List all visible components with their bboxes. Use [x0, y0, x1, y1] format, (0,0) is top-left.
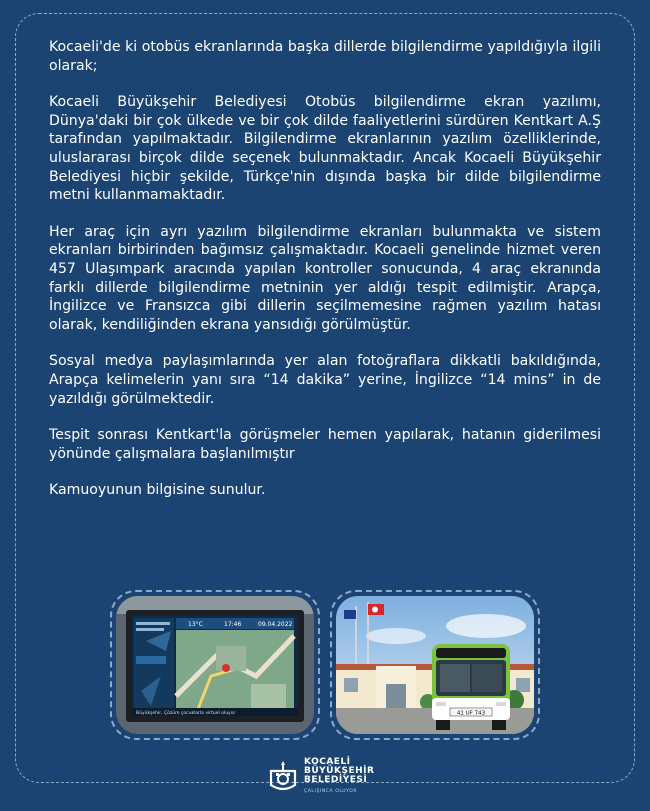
- logo-line-1: KOCAELİ: [304, 757, 351, 767]
- paragraph-intro: Kocaeli'de ki otobüs ekranlarında başka dillerde bilgilendirme yapıldığıyla ilgili olarak;: [49, 39, 601, 74]
- kocaeli-logo: [268, 757, 388, 797]
- bus-plate: 41 UF 743: [456, 710, 486, 717]
- paragraph-closing: Kamuoyunun bilgisine sunulur.: [49, 482, 266, 499]
- paragraph-social-media: Sosyal medya paylaşımlarında yer alan fotoğraflara dikkatli bakıldığında, Arapça kelimelerin yanı sıra “14 dakika” yerine, İngilizce “14 mins” in de yazıldığı görülmektedir.: [49, 353, 601, 407]
- paragraph-controls: Her araç için ayrı yazılım bilgilendirme ekranları bulunmakta ve sistem ekranları birbirinden bağımsız çalışmaktadır. Kocaeli genelinde hizmet veren 457 Ulaşımpark aracında yapılan kontroller sonucunda, 4 araç ekranında farklı dillerde bilgilendirme metninin yer aldığı tespit edilmiştir. Arapça, İngilizce ve Fransızca gibi dillerin seçilmemesine rağmen yazılım hatası olarak, kendiliğinden ekrana yansıdığı görülmüştür.: [49, 223, 601, 333]
- press-statement: [49, 38, 601, 518]
- screen-temperature: 13°C: [188, 621, 203, 628]
- municipality-emblem-icon: [268, 759, 298, 795]
- paragraph-software: Kocaeli Büyükşehir Belediyesi Otobüs bilgilendirme ekran yazılımı, Dünya'daki bir çok ülkede ve bir çok dilde faaliyetlerini sürdüren Kentkart A.Ş tarafından yapılmaktadır. Bilgilendirme ekranlarının yazılım özelliklerinde, uluslararası birçok dilde seçenek bulunmaktadır. Ancak Kocaeli Büyükşehir Belediyesi hiçbir şekilde, Türkçe'nin dışında başka bir dilde bilgilendirme metni kullanmamaktadır.: [49, 94, 601, 204]
- screen-ticker: Büyükşehir, Çözüm çocuklarla virtuel oluyor: [136, 711, 236, 716]
- bus-screen-photo: [110, 590, 320, 740]
- logo-slogan: ÇALIŞINCA OLUYOR: [304, 789, 358, 794]
- logo-line-2: BÜYÜKŞEHİR: [304, 766, 375, 776]
- logo-line-3: BELEDİYESİ: [304, 775, 368, 785]
- screen-date: 09.04.2022: [258, 621, 293, 628]
- paragraph-action: Tespit sonrası Kentkart'la görüşmeler hemen yapılarak, hatanın giderilmesi yönünde çalışmalara başlanılmıştır: [49, 427, 601, 462]
- screen-time: 17:46: [224, 621, 242, 628]
- bus-photo: [330, 590, 540, 740]
